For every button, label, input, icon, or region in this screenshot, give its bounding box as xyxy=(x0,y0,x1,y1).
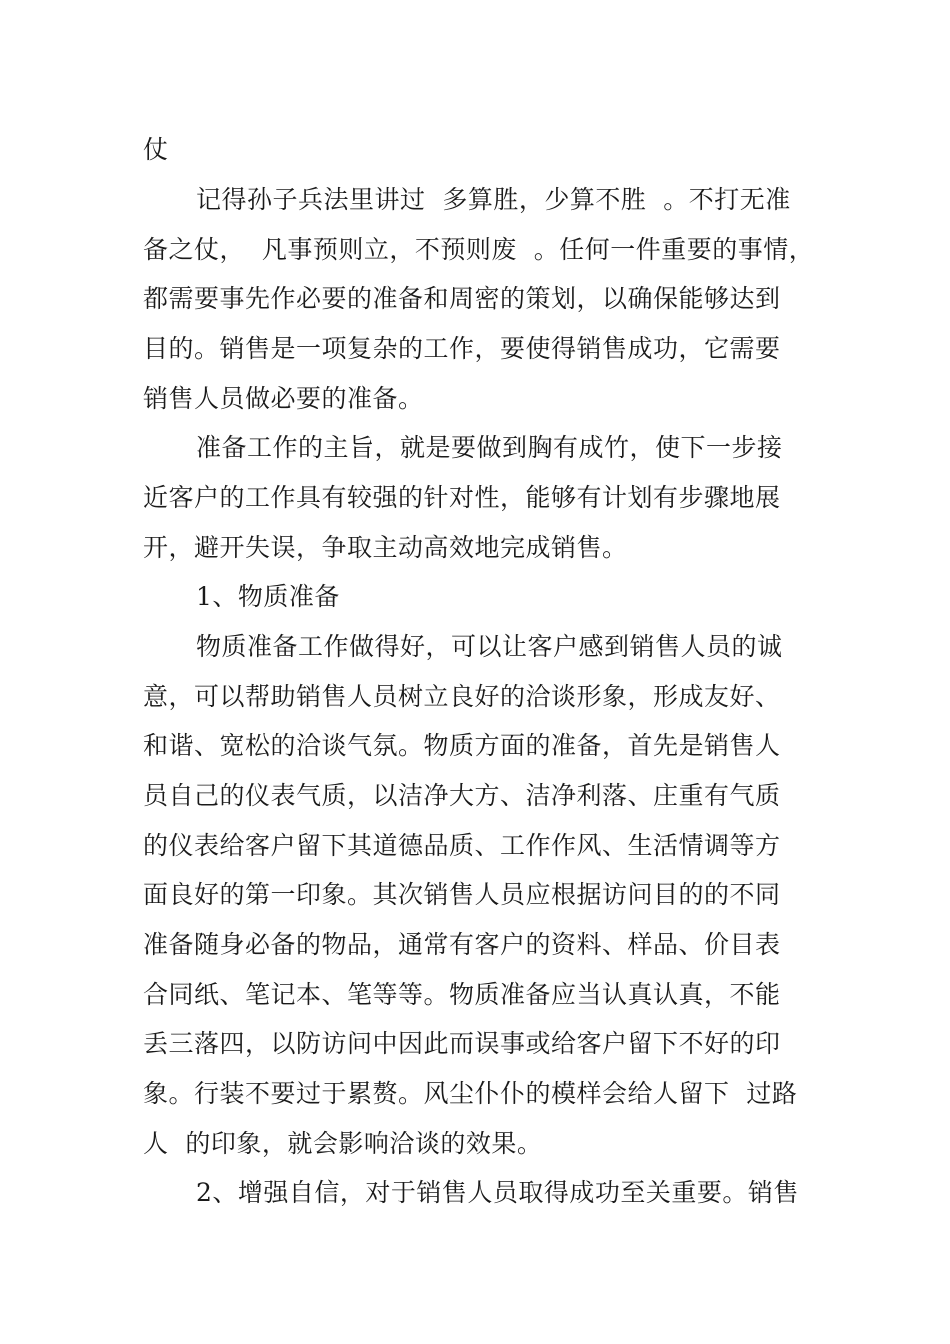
text-line: 象。行装不要过于累赘。风尘仆仆的模样会给人留下 过路 xyxy=(143,1079,798,1108)
text-line: 合同纸、笔记本、笔等等。物质准备应当认真认真，不能 xyxy=(143,980,781,1009)
text-line: 备之仗， 凡事预则立，不预则废 。任何一件重要的事情， xyxy=(143,235,815,264)
text-line: 开，避开失误，争取主动高效地完成销售。 xyxy=(143,533,628,562)
text-line: 都需要事先作必要的准备和周密的策划，以确保能够达到 xyxy=(143,284,781,313)
text-line: 丢三落四，以防访问中因此而误事或给客户留下不好的印 xyxy=(143,1029,781,1058)
text-line: 人 的印象，就会影响洽谈的效果。 xyxy=(143,1129,543,1158)
text-line: 的仪表给客户留下其道德品质、工作作风、生活情调等方 xyxy=(143,831,781,860)
text-line: 员自己的仪表气质，以洁净大方、洁净利落、庄重有气质 xyxy=(143,781,781,810)
text-line: 仗 xyxy=(143,135,169,164)
section-heading: 1、物质准备 xyxy=(196,582,340,611)
text-line: 面良好的第一印象。其次销售人员应根据访问目的的不同 xyxy=(143,880,781,909)
text-line: 准备随身必备的物品，通常有客户的资料、样品、价目表 xyxy=(143,930,781,959)
text-line: 意，可以帮助销售人员树立良好的洽谈形象，形成友好、 xyxy=(143,682,781,711)
paragraph-start-line: 记得孙子兵法里讲过 多算胜，少算不胜 。不打无准 xyxy=(196,185,791,214)
text-line: 目的。销售是一项复杂的工作，要使得销售成功，它需要 xyxy=(143,334,781,363)
text-line: 近客户的工作具有较强的针对性，能够有计划有步骤地展 xyxy=(143,483,781,512)
paragraph-start-line: 物质准备工作做得好，可以让客户感到销售人员的诚 xyxy=(196,632,783,661)
paragraph-start-line: 准备工作的主旨，就是要做到胸有成竹，使下一步接 xyxy=(196,433,783,462)
text-line: 销售人员做必要的准备。 xyxy=(143,384,424,413)
section-heading: 2、增强自信，对于销售人员取得成功至关重要。销售 xyxy=(196,1178,799,1207)
text-line: 和谐、宽松的洽谈气氛。物质方面的准备，首先是销售人 xyxy=(143,731,781,760)
